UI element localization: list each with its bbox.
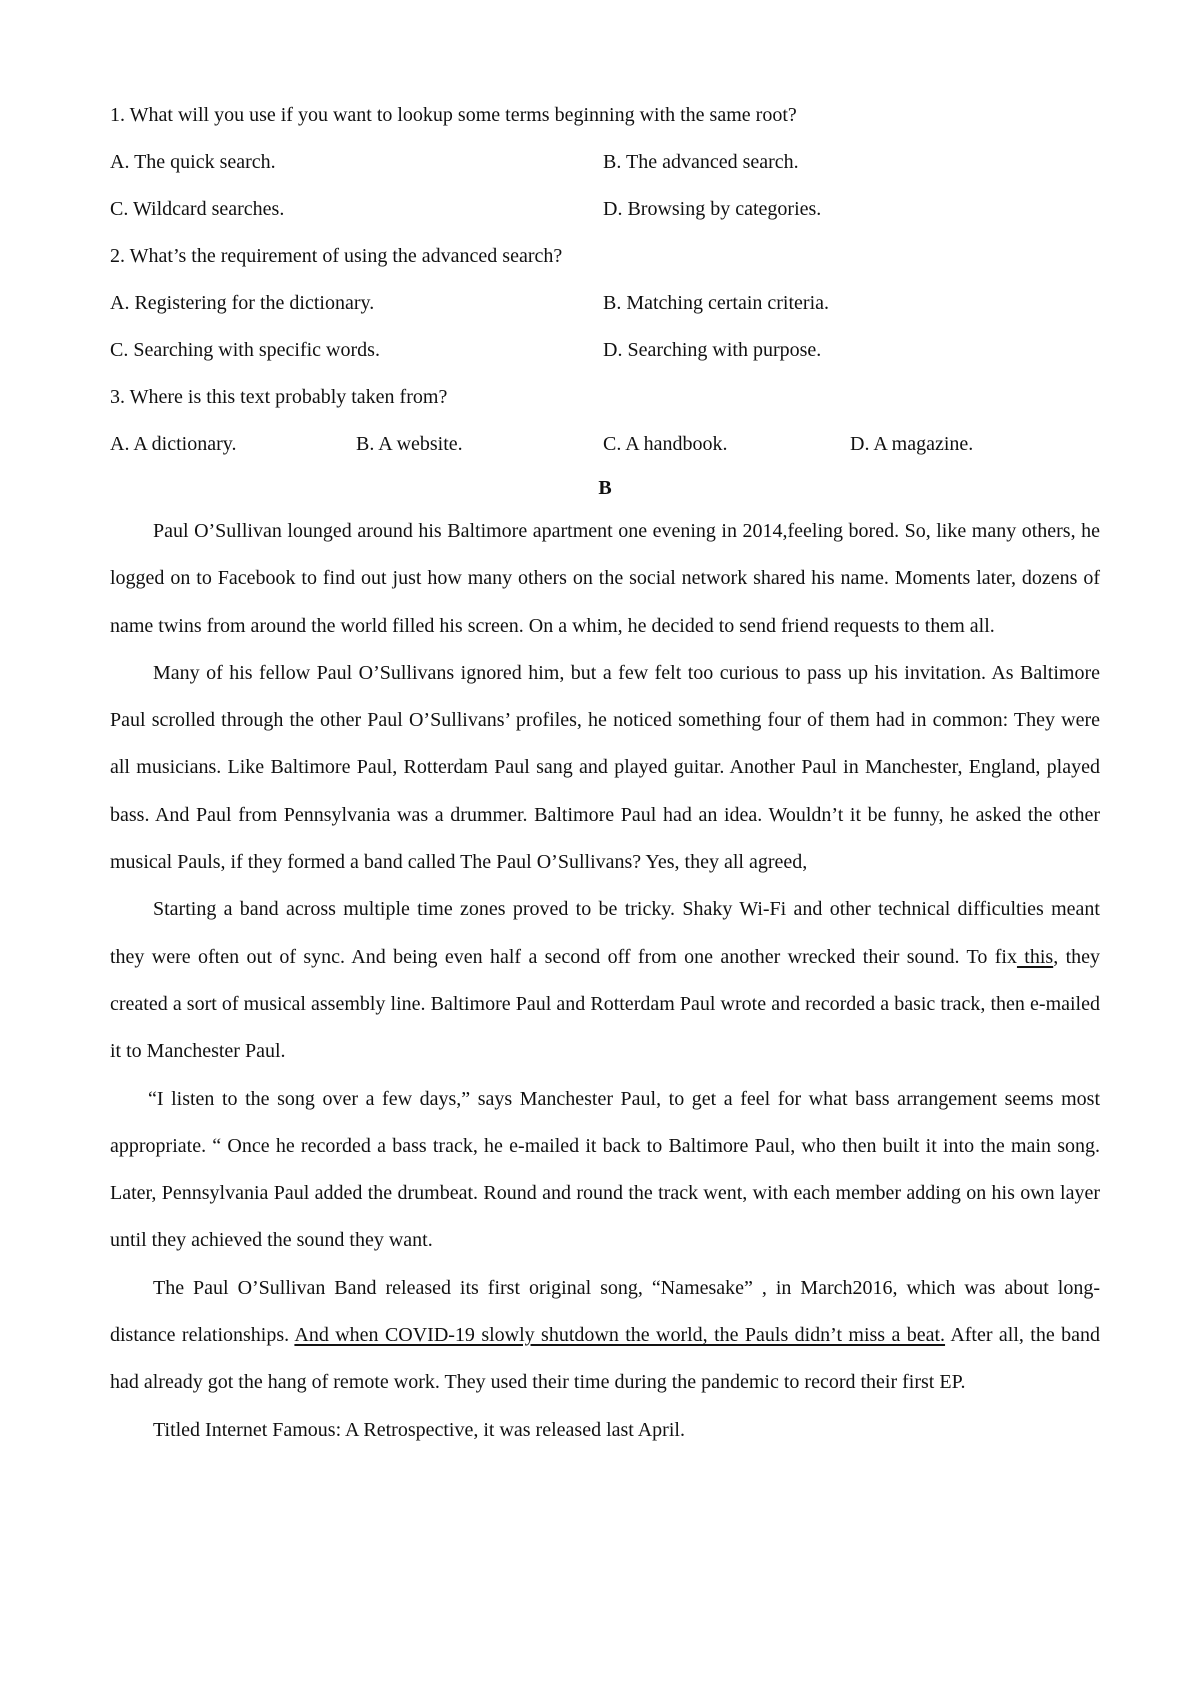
question-1-option-b: B. The advanced search. xyxy=(603,151,799,173)
question-2-option-b: B. Matching certain criteria. xyxy=(603,292,830,314)
paragraph-5-text-end: After all, the band had already got the hang of remote work. They used their time during the pandemic to record their first EP. xyxy=(110,1324,1100,1394)
question-1-stem: 1. What will you use if you want to lookup some terms beginning with the same root? xyxy=(110,104,797,126)
question-2-options-row-2 xyxy=(110,327,1100,374)
paragraph-3-text-start: Starting a band across multiple time zones proved to be tricky. Shaky Wi-Fi and other technical difficulties meant they were often out of sync. And being even half a second off from one another wrecked their sound. To fix xyxy=(110,898,1100,968)
passage-b xyxy=(110,508,1100,1454)
question-2-option-c: C. Searching with specific words. xyxy=(110,339,380,361)
paragraph-1: Paul O’Sullivan lounged around his Baltimore apartment one evening in 2014,feeling bored. So, like many others, he logged on to Facebook to find out just how many others on the social network shared his name. Moments later, dozens of name twins from around the world filled his screen. On a whim, he decided to send friend requests to them all. xyxy=(110,520,1100,637)
paragraph-4: “I listen to the song over a few days,” says Manchester Paul, to get a feel for what bass arrangement seems most appropriate. “ Once he recorded a bass track, he e-mailed it back to Baltimore Paul, who then built it into the main song. Later, Pennsylvania Paul added the drumbeat. Round and round the track went, with each member adding on his own layer until they achieved the sound they want. xyxy=(110,1087,1100,1252)
question-2-option-d: D. Searching with purpose. xyxy=(603,339,822,361)
question-1-options-row-1 xyxy=(110,139,1100,186)
question-3-option-c: C. A handbook. xyxy=(603,433,728,455)
paragraph-5 xyxy=(110,1265,1100,1407)
underlined-word-this: this xyxy=(1016,945,1054,968)
question-3-option-a: A. A dictionary. xyxy=(110,433,237,455)
paragraph-2: Many of his fellow Paul O’Sullivans ignored him, but a few felt too curious to pass up his invitation. As Baltimore Paul scrolled through the other Paul O’Sullivans’ profiles, he noticed something four of them had in common: They were all musicians. Like Baltimore Paul, Rotterdam Paul sang and played guitar. Another Paul in Manchester, England, played bass. And Paul from Pennsylvania was a drummer. Baltimore Paul had an idea. Wouldn’t it be funny, he asked the other musical Pauls, if they formed a band called The Paul O’Sullivans? Yes, they all agreed, xyxy=(110,661,1100,874)
question-3-option-b: B. A website. xyxy=(356,433,463,455)
document-page xyxy=(110,92,1100,1454)
question-3-options-row xyxy=(110,421,1100,468)
question-1-option-d: D. Browsing by categories. xyxy=(603,198,822,220)
question-3-stem: 3. Where is this text probably taken from? xyxy=(110,386,448,408)
question-1-option-c: C. Wildcard searches. xyxy=(110,198,285,220)
section-b-heading: B xyxy=(598,477,612,499)
question-2-stem: 2. What’s the requirement of using the advanced search? xyxy=(110,245,563,267)
paragraph-6: Titled Internet Famous: A Retrospective, it was released last April. xyxy=(153,1418,685,1441)
question-1-option-a: A. The quick search. xyxy=(110,151,276,173)
underlined-sentence: And when COVID-19 slowly shutdown the world, the Pauls didn’t miss a beat. xyxy=(294,1324,946,1347)
question-2-options-row-1 xyxy=(110,280,1100,327)
paragraph-3 xyxy=(110,886,1100,1075)
question-3-option-d: D. A magazine. xyxy=(850,433,974,455)
question-2-option-a: A. Registering for the dictionary. xyxy=(110,292,375,314)
question-1-options-row-2 xyxy=(110,186,1100,233)
paragraph-5-text-start: The Paul O’Sullivan Band released its first original song, “Namesake” , in March2016, which was about long-distance relationships. xyxy=(110,1276,1100,1347)
paragraph-3-text-end: , they created a sort of musical assembly line. Baltimore Paul and Rotterdam Paul wrote and recorded a basic track, then e-mailed it to Manchester Paul. xyxy=(110,945,1101,1063)
